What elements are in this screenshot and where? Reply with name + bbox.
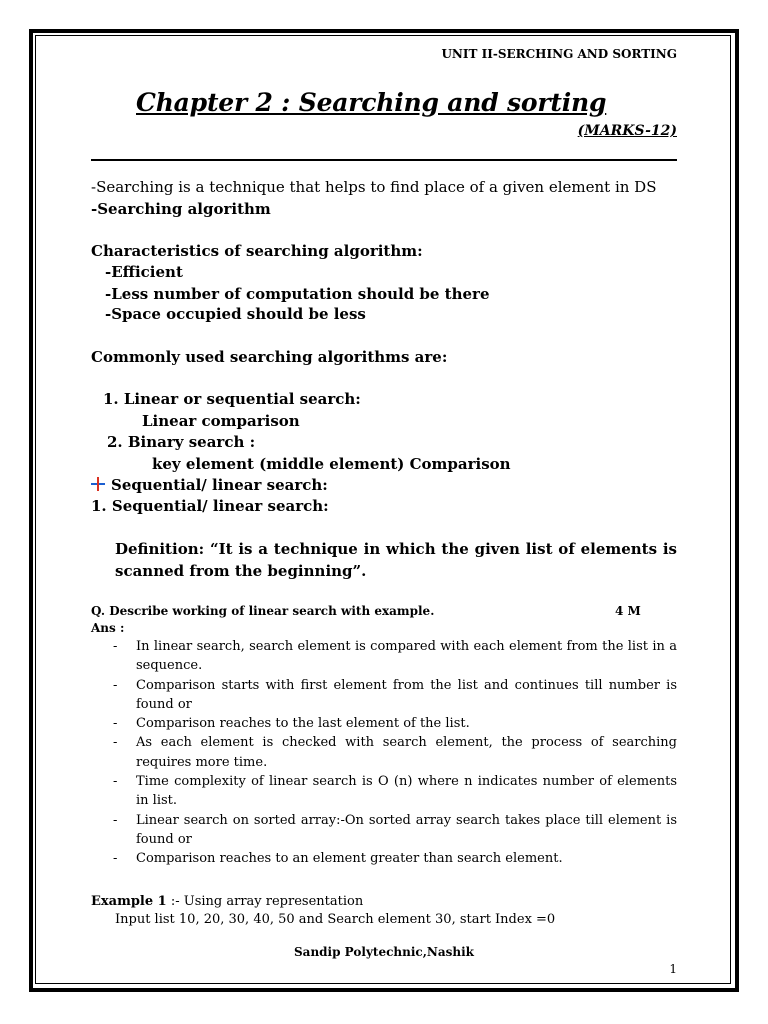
list-item: - As each element is checked with search element, the process of searching requires more time. (113, 735, 677, 770)
chapter-title: Chapter 2 : Searching and sorting (136, 88, 607, 117)
list-item-text: Comparison reaches to an element greater than search element. (136, 851, 563, 867)
list-item: - In linear search, search element is compared with each element from the list in a sequence. (113, 639, 677, 674)
page-number: 1 (669, 962, 677, 976)
list-item-text: Linear search on sorted array:-On sorted array search takes place till element is found or (136, 812, 677, 847)
footer-institution: Sandip Polytechnic,Nashik (294, 945, 474, 959)
definition: Definition: “It is a technique in which the given list of elements is scanned from the beginning”. (115, 540, 677, 580)
algorithm-subitem: Linear comparison (142, 412, 300, 430)
common-heading: Commonly used searching algorithms are: (91, 348, 448, 366)
list-item: - Comparison starts with first element from the list and continues till number is found or (113, 677, 677, 712)
characteristic-item: -Space occupied should be less (105, 305, 366, 323)
algorithm-item: 1. Linear or sequential search: (103, 390, 361, 408)
characteristic-item: -Less number of computation should be there (105, 285, 490, 303)
list-item-text: Comparison reaches to the last element of the list. (136, 716, 470, 732)
characteristic-item: -Efficient (105, 263, 183, 281)
list-item: - Comparison reaches to the last element of the list. (113, 716, 470, 732)
list-item: - Comparison reaches to an element greater than search element. (113, 851, 563, 867)
marks-label: (MARKS-12) (577, 123, 677, 139)
example-heading (91, 894, 363, 909)
example-label: Example 1 (91, 894, 167, 909)
example-line: Input list 10, 20, 30, 40, 50 and Search element 30, start Index =0 (115, 912, 556, 927)
question-marks: 4 M (615, 604, 641, 618)
section-numbered: 1. Sequential/ linear search: (91, 497, 329, 515)
list-item-text: Time complexity of linear search is O (n) where n indicates number of elements in list. (136, 774, 677, 809)
list-item-text: As each element is checked with search element, the process of searching requires more time. (136, 735, 677, 770)
example-label-suffix: :- Using array representation (166, 894, 364, 909)
list-item: - Time complexity of linear search is O (n) where n indicates number of elements in list. (113, 774, 677, 809)
answer-list (91, 637, 677, 869)
intro-line: -Searching is a technique that helps to find place of a given element in DS (91, 178, 657, 196)
section-bullet-text: Sequential/ linear search: (111, 476, 328, 494)
unit-header: UNIT II-SERCHING AND SORTING (441, 47, 677, 61)
list-item-text: In linear search, search element is compared with each element from the list in a sequence. (136, 639, 677, 674)
plus-bullet-icon (91, 477, 105, 491)
section-bullet (91, 476, 328, 494)
question: Q. Describe working of linear search with example. (91, 604, 435, 618)
intro-heading: -Searching algorithm (91, 200, 271, 218)
list-item: - Linear search on sorted array:-On sorted array search takes place till element is found or (113, 812, 677, 847)
characteristics-heading: Characteristics of searching algorithm: (91, 242, 423, 260)
algorithm-subitem: key element (middle element) Comparison (152, 455, 511, 473)
list-item-text: Comparison starts with first element from the list and continues till number is found or (136, 677, 677, 712)
algorithm-item: 2. Binary search : (107, 433, 256, 451)
answer-label: Ans : (91, 621, 125, 635)
title-rule (91, 159, 677, 161)
